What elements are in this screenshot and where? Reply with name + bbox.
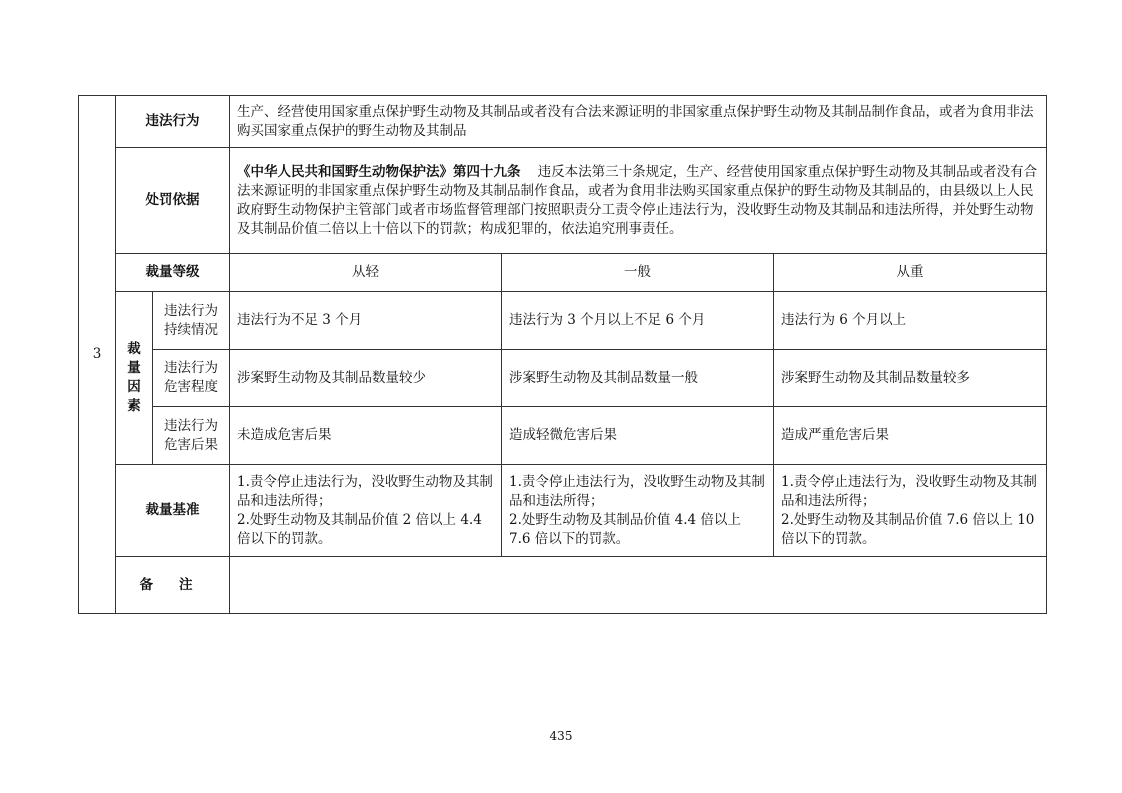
factors-label-char: 裁 xyxy=(127,341,141,357)
page-number: 435 xyxy=(549,729,573,743)
basis-text: 违反本法第三十条规定，生产、经营使用国家重点保护野生动物及其制品或者没有合法来源证明的非国家重点保护野生动物及其制品制作食品，或者为食用非法购买国家重点保护的野生动物及其制品的，由县级以上人民政府野生动物保护主管部门或者市场监督管理部门按照职责分工责令停止违法行为，没收野生动物及其制品和违法所得，并处野生动物及其制品价值二倍以上十倍以下的罚款；构成犯罪的，依法追究刑事责任。 xyxy=(237,163,1038,237)
row-number: 3 xyxy=(79,96,116,614)
levels-label: 裁量等级 xyxy=(116,254,230,292)
basis-label: 处罚依据 xyxy=(116,148,230,254)
basis-row xyxy=(79,148,1047,254)
standard-light: 1.责令停止违法行为，没收野生动物及其制品和违法所得； 2.处野生动物及其制品价值 2 倍以上 4.4 倍以下的罚款。 xyxy=(230,465,502,557)
factor-value: 涉案野生动物及其制品数量较多 xyxy=(774,350,1047,407)
factor-name: 违法行为 危害程度 xyxy=(153,350,230,407)
factor-value: 违法行为不足 3 个月 xyxy=(230,292,502,350)
basis-cell xyxy=(230,148,1047,254)
factor-name: 违法行为 持续情况 xyxy=(153,292,230,350)
factors-label-char: 因 xyxy=(127,379,141,395)
factor-value: 造成轻微危害后果 xyxy=(502,407,774,465)
factor-row xyxy=(79,350,1047,407)
factor-value: 未造成危害后果 xyxy=(230,407,502,465)
factor-value: 涉案野生动物及其制品数量较少 xyxy=(230,350,502,407)
factor-row xyxy=(79,407,1047,465)
level-light: 从轻 xyxy=(230,254,502,292)
remarks-label: 备注 xyxy=(116,557,230,614)
violation-text: 生产、经营使用国家重点保护野生动物及其制品或者没有合法来源证明的非国家重点保护野生动物及其制品制作食品，或者为食用非法购买国家重点保护的野生动物及其制品 xyxy=(230,96,1047,148)
level-normal: 一般 xyxy=(502,254,774,292)
level-heavy: 从重 xyxy=(774,254,1047,292)
violation-row xyxy=(79,96,1047,148)
factor-value: 造成严重危害后果 xyxy=(774,407,1047,465)
standards-label: 裁量基准 xyxy=(116,465,230,557)
standard-heavy: 1.责令停止违法行为，没收野生动物及其制品和违法所得； 2.处野生动物及其制品价值 7.6 倍以上 10 倍以下的罚款。 xyxy=(774,465,1047,557)
violation-label: 违法行为 xyxy=(116,96,230,148)
factors-label-char: 素 xyxy=(127,398,141,414)
law-title: 《中华人民共和国野生动物保护法》第四十九条 xyxy=(237,163,521,180)
standard-normal: 1.责令停止违法行为，没收野生动物及其制品和违法所得； 2.处野生动物及其制品价值 4.4 倍以上 7.6 倍以下的罚款。 xyxy=(502,465,774,557)
factor-value: 涉案野生动物及其制品数量一般 xyxy=(502,350,774,407)
standards-row xyxy=(79,465,1047,557)
factor-row xyxy=(79,292,1047,350)
discretion-table xyxy=(78,95,1047,614)
remarks-text xyxy=(230,557,1047,614)
factor-value: 违法行为 3 个月以上不足 6 个月 xyxy=(502,292,774,350)
factors-label xyxy=(116,292,153,465)
factors-label-char: 量 xyxy=(127,360,141,376)
factor-name: 违法行为 危害后果 xyxy=(153,407,230,465)
remarks-row xyxy=(79,557,1047,614)
factor-value: 违法行为 6 个月以上 xyxy=(774,292,1047,350)
levels-row xyxy=(79,254,1047,292)
